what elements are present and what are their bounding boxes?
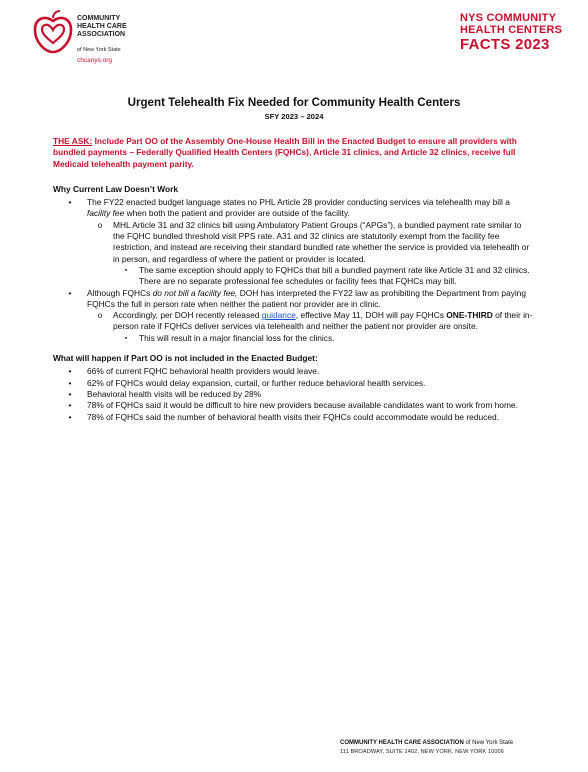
section-heading: Why Current Law Doesn’t Work <box>53 183 179 194</box>
text-run: Accordingly, per DOH recently released <box>113 310 262 321</box>
bullet-icon: • <box>68 400 72 411</box>
square-bullet-icon: ▪ <box>124 266 128 274</box>
sub-sub-list-item <box>53 265 533 288</box>
bold-text: ONE-THIRD <box>446 310 493 321</box>
page-title: Urgent Telehealth Fix Needed for Community Health Centers <box>127 96 461 109</box>
bullet-icon: • <box>68 377 72 388</box>
list-item <box>53 400 533 411</box>
list-item-text: 66% of current FQHC behavioral health providers would leave. <box>87 366 320 377</box>
footer-org-suffix: of New York State <box>463 740 514 746</box>
apple-heart-logo-icon <box>33 10 73 54</box>
sub-list-item <box>53 220 533 265</box>
list-item <box>53 412 533 423</box>
text-run: , effective May 11, DOH will pay FQHCs <box>295 310 447 321</box>
sub-sub-list-item-text: The same exception should apply to FQHCs that bill a bundled payment rate like Article 31 and 32 clinics. There are no separate professional fee schedules or facility fees that FQHCs may bill. <box>139 264 530 287</box>
org-name-line: HEALTH CARE <box>77 23 127 30</box>
org-url-link[interactable]: chcanys.org <box>77 57 113 64</box>
org-subtitle: of New York State <box>77 47 121 53</box>
list-item-text: Behavioral health visits will be reduced by 28% <box>87 388 262 399</box>
section-heading: What will happen if Part OO is not included in the Enacted Budget: <box>53 353 318 364</box>
bullet-icon: • <box>68 287 72 298</box>
document-body <box>53 136 533 423</box>
list-item-text <box>87 197 533 220</box>
sub-sub-list-item <box>53 333 533 344</box>
list-item <box>53 378 533 389</box>
text-run: of their in-person rate if FQHCs deliver services via telehealth and neither the patient nor provider are onsite. <box>113 310 533 332</box>
list-item <box>53 197 533 220</box>
org-name-line: COMMUNITY <box>77 15 121 22</box>
emphasis-text: do not bill a facility fee, <box>152 287 238 298</box>
chcanys-logo[interactable] <box>33 10 193 66</box>
page-subtitle: SFY 2023 – 2024 <box>264 112 324 121</box>
footer-org-name <box>340 740 550 746</box>
bullet-icon: • <box>68 411 72 422</box>
text-run: Although FQHCs <box>87 287 153 298</box>
footer <box>340 740 550 755</box>
square-bullet-icon: ▪ <box>124 334 128 342</box>
brand-line-1: NYS COMMUNITY <box>460 12 557 24</box>
list-item-text <box>87 288 533 311</box>
facts-brand <box>460 12 570 53</box>
bullet-icon: • <box>68 366 72 377</box>
sub-list-item <box>53 310 533 333</box>
circle-bullet-icon: o <box>97 220 103 230</box>
list-item-text: 62% of FQHCs would delay expansion, curtail, or further reduce behavioral health services. <box>87 377 426 388</box>
the-ask-label: THE ASK: <box>53 136 93 146</box>
list-item-text: 78% of FQHCs said it would be difficult to hire new providers because available candidates want to work from home. <box>87 400 518 411</box>
footer-org-text: COMMUNITY HEALTH CARE ASSOCIATION <box>340 740 464 746</box>
brand-line-2: HEALTH CENTERS <box>460 24 563 36</box>
bullet-icon: • <box>68 388 72 399</box>
circle-bullet-icon: o <box>97 311 103 321</box>
guidance-link[interactable]: guidance <box>261 310 296 321</box>
text-run: The FY22 enacted budget language states no PHL Article 28 provider conducting services via telehealth may bill a <box>87 197 510 208</box>
the-ask-text: Include Part OO of the Assembly One-House Health Bill in the Enacted Budget to ensure all providers with bundled payments – Federally Qualified Health Centers (FQHCs), Article 31 clinics, and Article 32 clinics, receive full Medicaid telehealth payment parity. <box>53 136 517 169</box>
the-ask-paragraph <box>53 136 533 170</box>
text-run: DOH has interpreted the FY22 law as prohibiting the Department from paying FQHCs the full in person rate when neither the patient nor provider are in clinic. <box>87 287 526 309</box>
footer-address: 111 BROADWAY, SUITE 1402, NEW YORK, NEW YORK 10006 <box>340 749 504 755</box>
sub-sub-list-item-text: This will result in a major financial loss for the clinics. <box>139 332 335 343</box>
sub-list-item-text <box>113 310 533 333</box>
list-item-text: 78% of FQHCs said the number of behavioral health visits their FQHCs could accommodate would be reduced. <box>87 411 499 422</box>
org-name-line: ASSOCIATION <box>77 31 126 38</box>
list-item <box>53 366 533 377</box>
bullet-icon: • <box>68 197 72 208</box>
text-run: when both the patient and provider are outside of the facility. <box>124 208 350 219</box>
brand-line-3: FACTS 2023 <box>460 36 550 53</box>
list-item <box>53 389 533 400</box>
org-name <box>77 15 187 39</box>
list-item <box>53 288 533 311</box>
emphasis-text: facility fee <box>87 208 125 219</box>
sub-list-item-text: MHL Article 31 and 32 clinics bill using Ambulatory Patient Groups (“APGs”), a bundled payment rate similar to the FQHC bundled threshold visit PPS rate. A31 and 32 clinics are statutorily exempt from the facility fee restriction, and instead are receiving their standard bundled rate whether the service is provided via telehealth or in person, and regardless of where the patient or provider is located. <box>113 219 530 264</box>
